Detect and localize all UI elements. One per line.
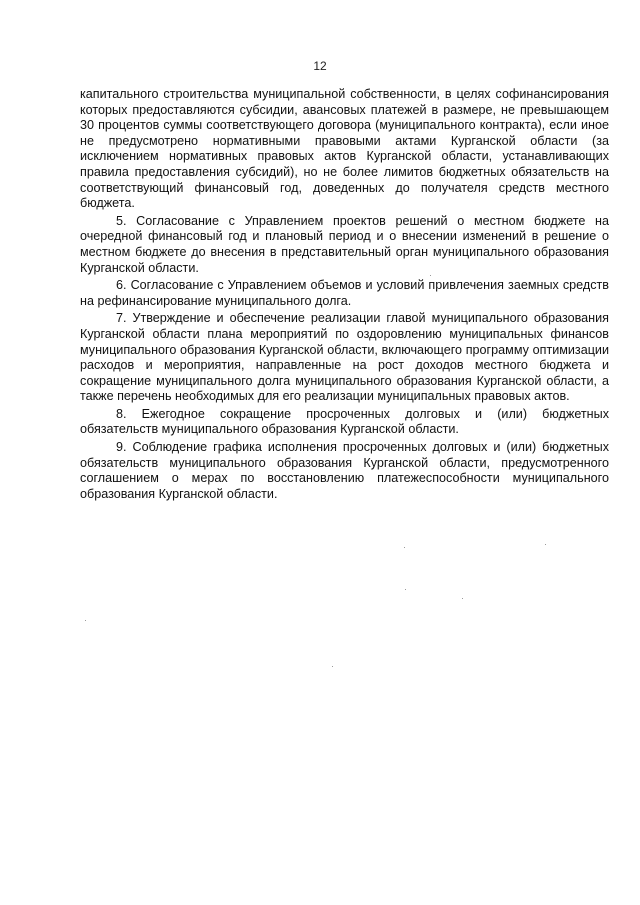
scan-speck — [405, 589, 406, 590]
scan-speck — [430, 275, 431, 276]
paragraph-item-6: 6. Согласование с Управлением объемов и условий привлечения заемных средств на рефинансирование муниципального долга. — [80, 278, 609, 308]
scan-speck — [332, 666, 333, 667]
scan-speck — [462, 598, 463, 599]
document-body — [80, 87, 609, 504]
scan-speck — [404, 547, 405, 548]
paragraph-continuation: капитального строительства муниципальной собственности, в целях софинансирования которых предоставляются субсидии, авансовых платежей в размере, не превышающем 30 процентов суммы соответствующего договора (муниципального контракта), если иное не предусмотрено нормативными правовыми актами Курганской области (за исключением нормативных правовых актов Курганской области, устанавливающих правила предоставления субсидий), но не более лимитов бюджетных обязательств на соответствующий финансовый год, доведенных до получателя средств местного бюджета. — [80, 87, 609, 211]
scan-speck — [545, 544, 546, 545]
paragraph-item-8: 8. Ежегодное сокращение просроченных долговых и (или) бюджетных обязательств муниципального образования Курганской области. — [80, 406, 609, 437]
page-number: 12 — [313, 59, 327, 73]
paragraph-item-7: 7. Утверждение и обеспечение реализации главой муниципального образования Курганской области плана мероприятий по оздоровлению муниципальных финансов муниципального образования Курганской области, включающего программу оптимизации расходов и мероприятия, направленные на рост доходов местного бюджета и сокращение муниципального долга муниципального образования Курганской области, а также перечень необходимых для его реализации муниципальных правовых актов. — [80, 311, 609, 404]
paragraph-item-9: 9. Соблюдение графика исполнения просроченных долговых и (или) бюджетных обязательств муниципального образования Курганской области, предусмотренного соглашением о мерах по восстановлению платежеспособности муниципального образования Курганской области. — [80, 440, 609, 501]
paragraph-item-5: 5. Согласование с Управлением проектов решений о местном бюджете на очередной финансовый год и плановый период и о внесении изменений в решение о местном бюджете до внесения в представительный орган муниципального образования Курганской области. — [80, 213, 609, 275]
scan-speck — [85, 620, 86, 621]
